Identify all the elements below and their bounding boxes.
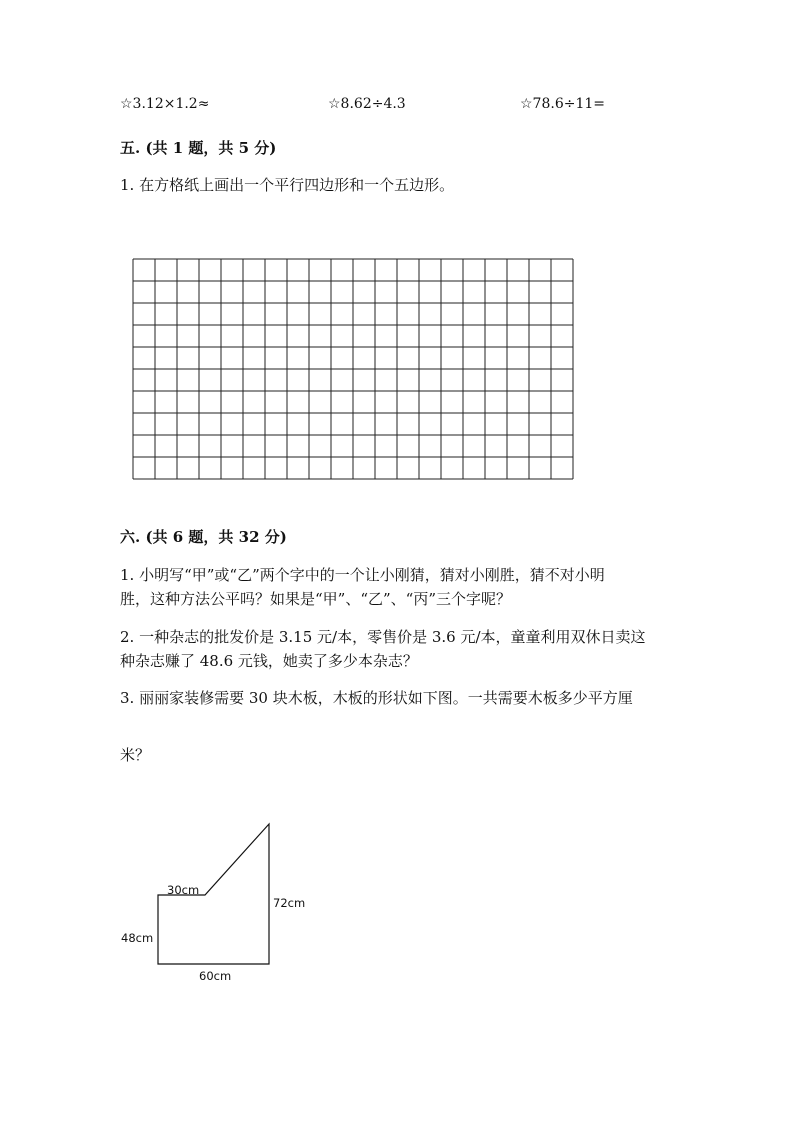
section-6-question-3-line-2: 米？: [120, 746, 151, 764]
section-6-question-3-line-1: 3. 丽丽家装修需要 30 块木板，木板的形状如下图。一共需要木板多少平方厘: [120, 689, 633, 707]
section-5-heading: 五. (共 1 题，共 5 分): [120, 139, 277, 157]
section-6-question-2-line-1: 2. 一种杂志的批发价是 3.15 元/本，零售价是 3.6 元/本，童童利用双休日卖这: [120, 628, 646, 646]
section-5-question-1: 1. 在方格纸上画出一个平行四边形和一个五边形。: [120, 176, 455, 194]
calc-item-3: ☆78.6÷11=: [520, 96, 605, 112]
calc-item-2: ☆8.62÷4.3: [328, 96, 406, 112]
label-top-30cm: 30cm: [167, 883, 200, 897]
label-bottom-60cm: 60cm: [199, 969, 232, 983]
section-6-question-1-line-2: 胜，这种方法公平吗？如果是“甲”、“乙”、“丙”三个字呢？: [120, 590, 512, 608]
grid-paper[interactable]: [132, 258, 575, 481]
calc-item-1: ☆3.12×1.2≈: [120, 96, 210, 112]
label-right-72cm: 72cm: [273, 896, 306, 910]
section-6-question-1-line-1: 1. 小明写“甲”或“乙”两个字中的一个让小刚猜，猜对小刚胜，猜不对小明: [120, 566, 605, 584]
label-left-48cm: 48cm: [121, 931, 154, 945]
section-6-heading: 六. (共 6 题，共 32 分): [120, 528, 287, 546]
section-6-question-2-line-2: 种杂志赚了 48.6 元钱，她卖了多少本杂志？: [120, 652, 418, 670]
board-shape-figure: [110, 815, 330, 990]
